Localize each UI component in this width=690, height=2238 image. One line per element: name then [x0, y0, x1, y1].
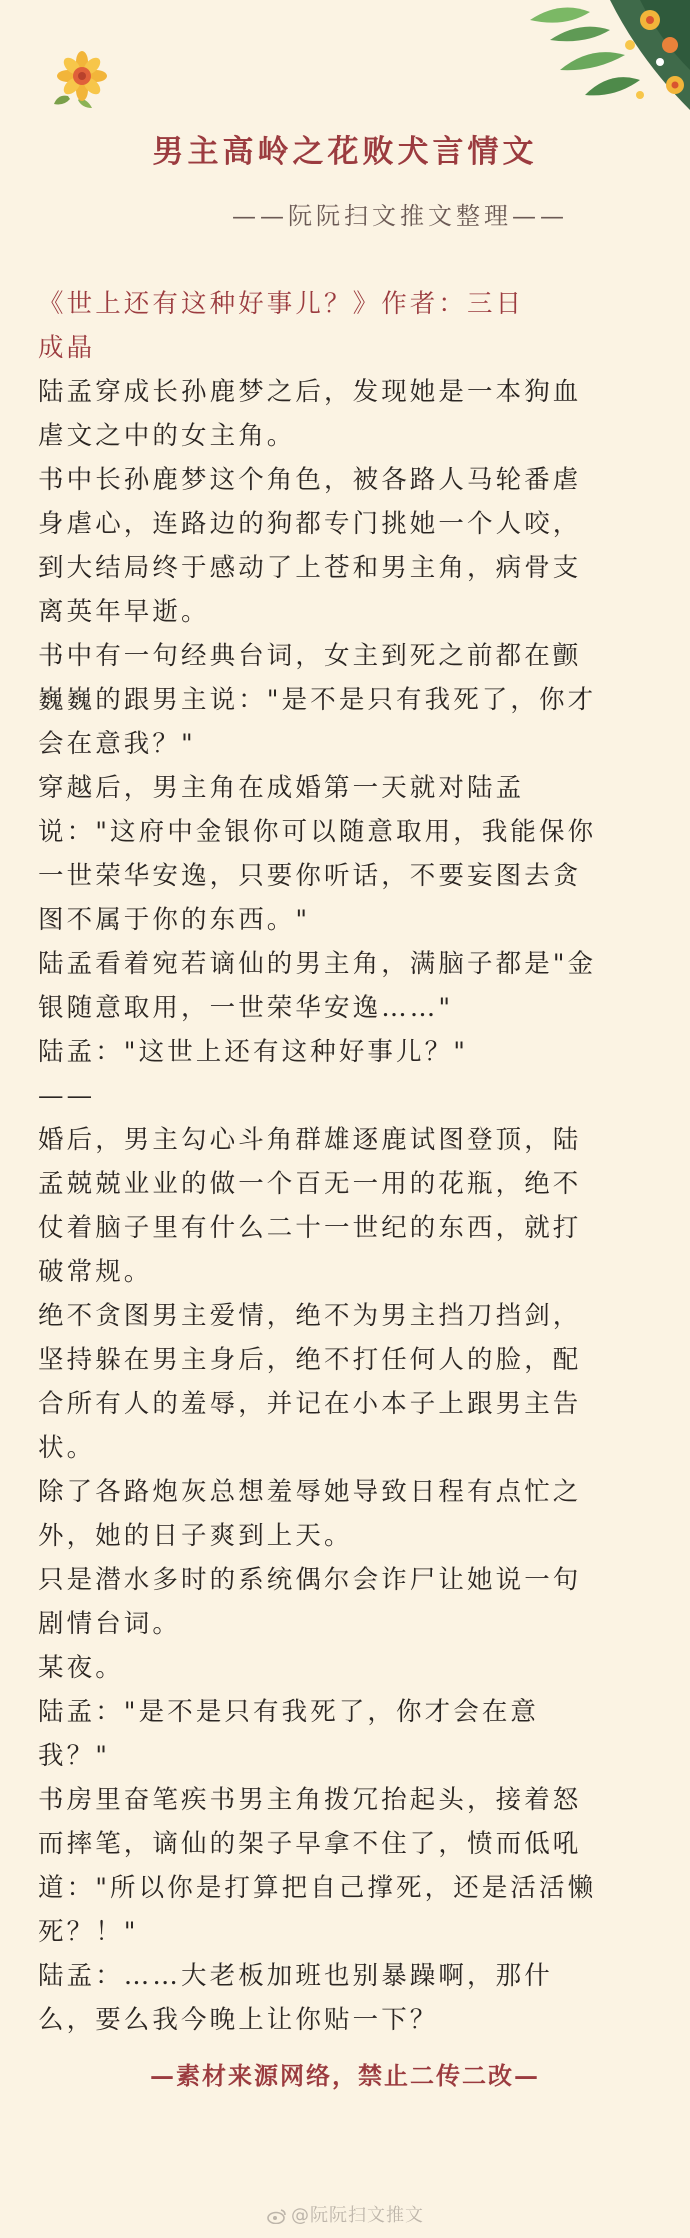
text-line: 仗着脑子里有什么二十一世纪的东西，就打 — [38, 1213, 582, 1243]
text-line: 会在意我？" — [38, 729, 196, 759]
text-line: 孟兢兢业业的做一个百无一用的花瓶，绝不 — [38, 1169, 582, 1199]
text-line: 穿越后，男主角在成婚第一天就对陆孟 — [38, 773, 525, 803]
text-line: 而摔笔，谪仙的架子早拿不住了，愤而低吼 — [38, 1829, 582, 1859]
text-line: 我？" — [38, 1741, 111, 1771]
text-line: 坚持躲在男主身后，绝不打任何人的脸，配 — [38, 1345, 582, 1375]
page-title: 男主高岭之花败犬言情文 — [152, 134, 538, 170]
text-line: 书中长孙鹿梦这个角色，被各路人马轮番虐 — [38, 465, 582, 495]
text-line: 婚后，男主勾心斗角群雄逐鹿试图登顶，陆 — [38, 1125, 582, 1155]
text-line: 死？！" — [38, 1917, 139, 1947]
text-line: 某夜。 — [38, 1653, 124, 1683]
text-line: 外，她的日子爽到上天。 — [38, 1521, 353, 1551]
text-line: 破常规。 — [38, 1257, 153, 1287]
weibo-icon — [267, 2208, 287, 2224]
floral-corner-decoration — [490, 0, 690, 120]
source-notice: —素材来源网络，禁止二传二改— — [150, 2061, 540, 2090]
text-line: 状。 — [38, 1433, 96, 1463]
text-line: 离英年早逝。 — [38, 597, 210, 627]
article-body — [38, 282, 658, 2042]
text-line: 巍巍的跟男主说："是不是只有我死了，你才 — [38, 685, 597, 715]
text-line: 书中有一句经典台词，女主到死之前都在颤 — [38, 641, 582, 671]
text-line: 说："这府中金银你可以随意取用，我能保你 — [38, 817, 597, 847]
text-line: 陆孟看着宛若谪仙的男主角，满脑子都是"金 — [38, 949, 597, 979]
text-line: 合所有人的羞辱，并记在小本子上跟男主告 — [38, 1389, 582, 1419]
watermark-text: @阮阮扫文推文 — [291, 2205, 424, 2226]
text-line: 陆孟："这世上还有这种好事儿？" — [38, 1037, 469, 1067]
text-line: 陆孟："是不是只有我死了，你才会在意 — [38, 1697, 540, 1727]
text-line: 一世荣华安逸，只要你听话，不要妄图去贪 — [38, 861, 582, 891]
text-line: 除了各路炮灰总想羞辱她导致日程有点忙之 — [38, 1477, 582, 1507]
section-divider: —— — [38, 1081, 96, 1111]
text-line: 图不属于你的东西。" — [38, 905, 311, 935]
text-line: 书房里奋笔疾书男主角拨冗抬起头，接着怒 — [38, 1785, 582, 1815]
weibo-watermark — [267, 2204, 424, 2228]
sunflower-icon — [48, 44, 118, 114]
text-line: 道："所以你是打算把自己撑死，还是活活懒 — [38, 1873, 597, 1903]
page-subtitle: ——阮阮扫文推文整理—— — [232, 202, 568, 230]
book-title-line: 《世上还有这种好事儿？》作者：三日 — [38, 289, 525, 319]
text-line: 绝不贪图男主爱情，绝不为男主挡刀挡剑， — [38, 1301, 582, 1331]
text-line: 陆孟：……大老板加班也别暴躁啊，那什 — [38, 1961, 553, 1991]
book-author-line: 成晶 — [38, 333, 96, 363]
text-line: 剧情台词。 — [38, 1609, 182, 1639]
text-line: 银随意取用，一世荣华安逸……" — [38, 993, 454, 1023]
text-line: 么，要么我今晚上让你贴一下？ — [38, 2005, 439, 2035]
text-line: 陆孟穿成长孙鹿梦之后，发现她是一本狗血 — [38, 377, 582, 407]
text-line: 到大结局终于感动了上苍和男主角，病骨支 — [38, 553, 582, 583]
text-line: 身虐心，连路边的狗都专门挑她一个人咬， — [38, 509, 582, 539]
text-line: 虐文之中的女主角。 — [38, 421, 296, 451]
text-line: 只是潜水多时的系统偶尔会诈尸让她说一句 — [38, 1565, 582, 1595]
header — [0, 128, 690, 234]
